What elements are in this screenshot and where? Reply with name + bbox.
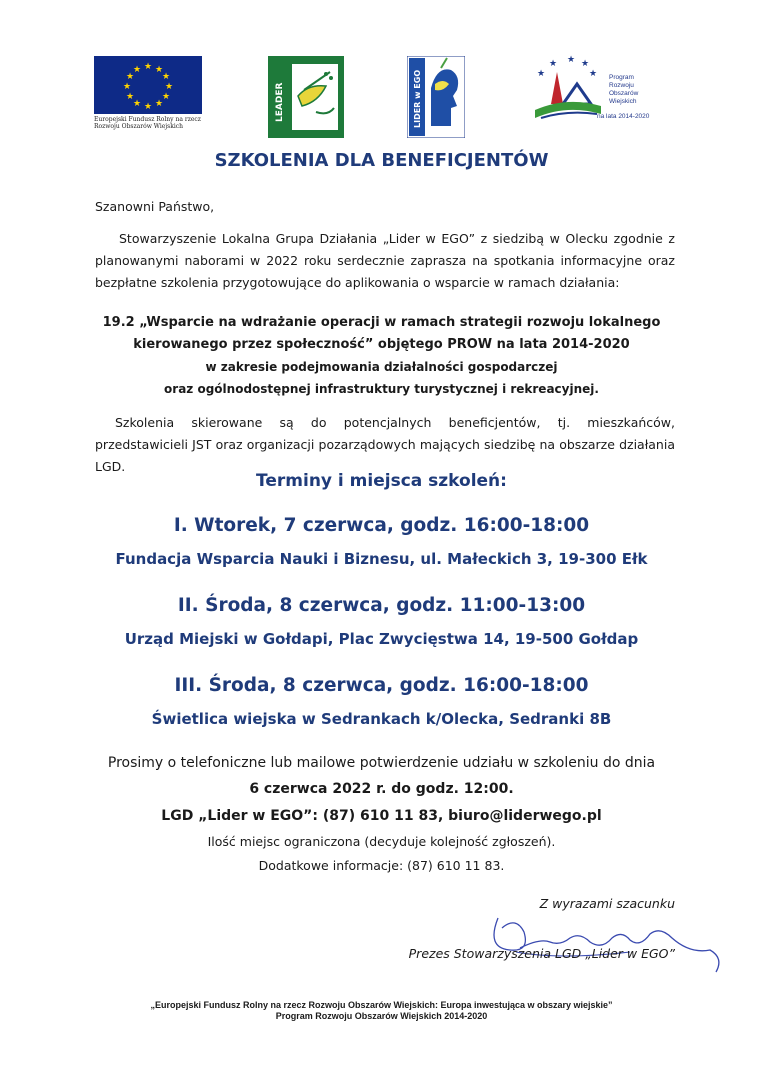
session-date: I. Wtorek, 7 czerwca, godz. 16:00-18:00 [173,515,590,536]
eu-flag-icon [94,56,202,114]
measure-description [0,312,763,400]
session-place: Fundacja Wsparcia Nauki i Biznesu, ul. Małeckich 3, 19-300 Ełk [115,550,648,568]
limited-places-note: Ilość miejsc ograniczona (decyduje kolejność zgłoszeń). [207,834,556,849]
svg-text:★: ★ [164,82,174,92]
svg-text:★: ★ [125,92,135,102]
footer-line1: „Europejski Fundusz Rolny na rzecz Rozwoju Obszarów Wiejskich: Europa inwestująca w obszary wiejskie” [150,1000,613,1010]
svg-text:★: ★ [161,92,171,102]
leader-emblem-icon [268,56,344,138]
svg-text:★: ★ [143,102,153,112]
session-date: III. Środa, 8 czerwca, godz. 16:00-18:00 [174,675,589,696]
eu-logo [94,56,206,132]
session-date: II. Środa, 8 czerwca, godz. 11:00-13:00 [177,595,586,616]
eu-caption-line2: Rozwoju Obszarów Wiejskich [94,123,184,130]
lider-w-ego-logo [407,56,465,138]
svg-text:★: ★ [548,59,558,69]
prow-line4: Wiejskich [609,98,637,105]
greeting: Szanowni Państwo, [95,199,215,214]
terms-heading: Terminy i miejsca szkoleń: [256,471,507,491]
session-item [0,592,763,652]
footer [0,1000,763,1022]
svg-text:★: ★ [143,62,153,72]
intro-paragraph: Stowarzyszenie Lokalna Grupa Działania „Lider w EGO” z siedzibą w Olecku zgodnie z planowanymi naborami w 2022 roku serdecznie zaprasza na spotkania informacyjne oraz bezpłatne szkolenia przygotowujące do aplikowania o wsparcie w ramach działania: [95,231,675,290]
eu-caption-line1: Europejski Fundusz Rolny na rzecz [94,116,201,123]
svg-text:★: ★ [588,69,598,79]
handwritten-signature [480,908,730,978]
footer-line2: Program Rozwoju Obszarów Wiejskich 2014-2020 [275,1011,488,1021]
prow-line2: Rozwoju [609,82,634,89]
svg-text:★: ★ [536,69,546,79]
contact-info: LGD „Lider w EGO”: (87) 610 11 83, biuro@liderwego.pl [161,808,602,824]
prow-emblem-icon [527,54,607,126]
svg-text:★: ★ [132,99,142,109]
measure-line1: 19.2 „Wsparcie na wdrażanie operacji w ramach strategii rozwoju lokalnego [102,315,661,330]
leader-logo-text: LEADER [275,82,285,122]
measure-line3: w zakresie podejmowania działalności gospodarczej [205,360,558,374]
svg-text:★: ★ [122,82,132,92]
prow-logo [527,54,655,134]
session-place: Urząd Miejski w Gołdapi, Plac Zwycięstwa 14, 19-500 Gołdap [124,630,639,648]
session-place: Świetlica wiejska w Sedrankach k/Olecka, Sedranki 8B [151,710,612,728]
prow-line3: Obszarów [609,90,639,97]
confirmation-deadline: 6 czerwca 2022 r. do godz. 12:00. [249,781,514,797]
leader-logo [268,56,344,138]
lider-w-ego-emblem-icon [407,56,465,138]
svg-text:★: ★ [125,72,135,82]
svg-text:★: ★ [566,55,576,65]
svg-text:★: ★ [161,72,171,82]
measure-line2: kierowanego przez społeczność” objętego PROW na lata 2014-2020 [133,337,630,352]
signer-title: Prezes Stowarzyszenia LGD „Lider w EGO” [408,946,675,961]
logo-bar [0,52,763,140]
prow-line1: Program [609,74,634,81]
measure-line4: oraz ogólnodostępnej infrastruktury turystycznej i rekreacyjnej. [164,382,599,396]
additional-info: Dodatkowe informacje: (87) 610 11 83. [258,858,505,873]
closing-phrase: Z wyrazami szacunku [539,896,675,911]
svg-text:★: ★ [132,65,142,75]
audience-paragraph: Szkolenia skierowane są do potencjalnych beneficjentów, tj. mieszkańców, przedstawicieli JST oraz organizacji pozarządowych mających siedzibę na obszarze działania LGD. [95,415,675,474]
svg-text:★: ★ [154,65,164,75]
confirmation-block [0,750,763,878]
eu-caption [94,116,206,130]
lider-w-ego-logo-text: LIDER w EGO [413,69,422,128]
page-title: SZKOLENIA DLA BENEFICJENTÓW [214,150,549,171]
eu-stars-icon [94,56,202,114]
confirmation-request: Prosimy o telefoniczne lub mailowe potwierdzenie udziału w szkoleniu do dnia [107,755,656,771]
svg-text:★: ★ [580,59,590,69]
prow-logo-text [609,74,638,106]
session-item [0,672,763,732]
svg-text:★: ★ [154,99,164,109]
session-item [0,512,763,572]
prow-years: na lata 2014-2020 [597,113,650,120]
